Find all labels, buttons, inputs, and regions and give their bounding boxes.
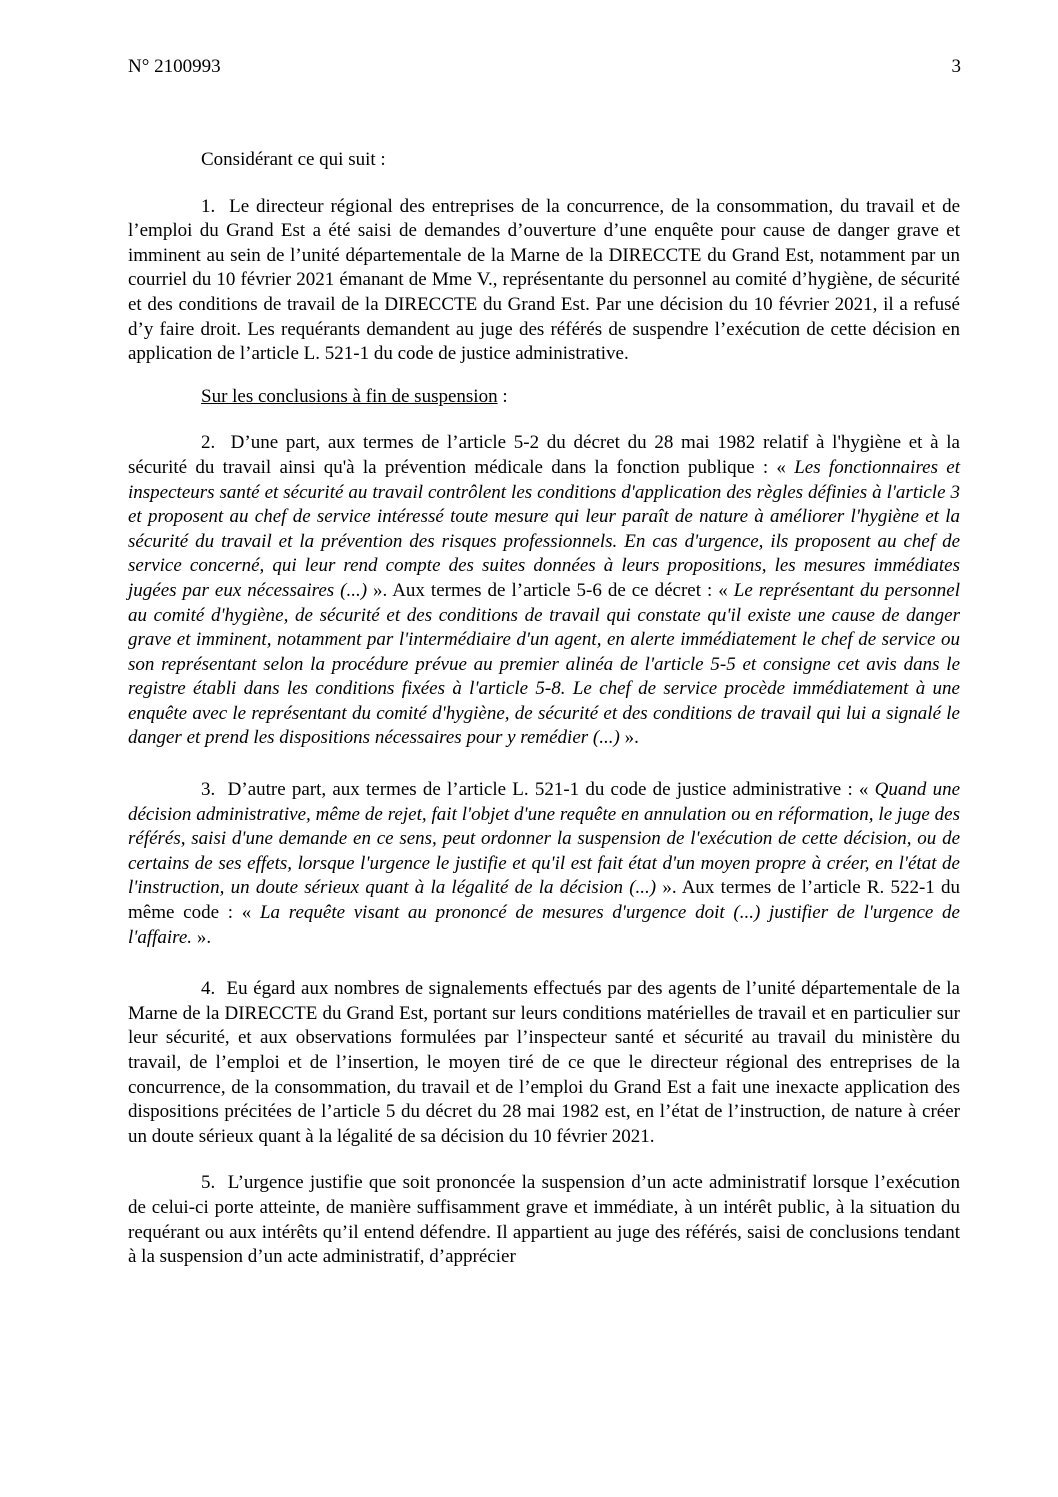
paragraph-2-text-3: ». xyxy=(619,727,639,749)
paragraph-2-text-1: D’une part, aux termes de l’article 5-2 du décret du 28 mai 1982 relatif à l'hygiène et à la sécurité du travail ainsi qu'à la prévention médicale dans la fonction publique : « xyxy=(128,432,960,478)
paragraph-3-quote-1: Quand une décision administrative, même de rejet, fait l'objet d'une requête en annulation ou en réformation, le juge des référés, saisi d'une demande en ce sens, peut ordonner la suspension de l'exécution de cette décision, ou de certains de ses effets, lorsque l'urgence le justifie et qu'il est fait état d'un moyen propre à créer, en l'état de l'instruction, un doute sérieux quant à la légalité de la décision (...) xyxy=(128,779,960,899)
section-heading xyxy=(128,385,960,410)
document-body xyxy=(128,148,960,1270)
paragraph-1 xyxy=(128,195,960,367)
section-heading-text: Sur les conclusions à fin de suspension xyxy=(201,385,498,407)
paragraph-3-text-3: ». xyxy=(192,926,212,948)
paragraph-3-text-1: D’autre part, aux termes de l’article L. 521-1 du code de justice administrative : « xyxy=(227,779,875,801)
paragraph-2-quote-2: Le représentant du personnel au comité d'hygiène, de sécurité et des conditions de travail qui constate qu'il existe une cause de danger grave et imminent, notamment par l'intermédiaire d'un agent, en alerte immédiatement le chef de service ou son représentant selon la procédure prévue au premier alinéa de l'article 5-5 et consigne cet avis dans le registre établi dans les conditions fixées à l'article 5-8. Le chef de service procède immédiatement à une enquête avec le représentant du comité d'hygiène, de sécurité et des conditions de travail qui lui a signalé le danger et prend les dispositions nécessaires pour y remédier (...) xyxy=(128,579,960,749)
paragraph-3-number: 3. xyxy=(201,779,216,801)
paragraph-4 xyxy=(128,977,960,1149)
paragraph-1-number: 1. xyxy=(201,195,216,217)
paragraph-3-text-2: ». Aux termes de l’article R. 522-1 du même code : « xyxy=(128,877,960,924)
paragraph-5-text: L’urgence justifie que soit prononcée la suspension d’un acte administratif lorsque l’exécution de celui-ci porte atteinte, de manière suffisamment grave et immédiate, à un intérêt public, à la situation du requérant ou aux intérêts qu’il entend défendre. Il appartient au juge des référés, saisi de conclusions tendant à la suspension d’un acte administratif, d’apprécier xyxy=(128,1172,961,1268)
paragraph-2 xyxy=(128,431,960,751)
intro-line: Considérant ce qui suit : xyxy=(201,149,386,170)
paragraph-3-quote-2: La requête visant au prononcé de mesures d'urgence doit (...) justifier de l'urgence de l'affaire. xyxy=(128,902,960,948)
paragraph-2-text-2: ». Aux termes de l’article 5-6 de ce décret : « xyxy=(367,579,734,601)
paragraph-1-text: Le directeur régional des entreprises de la concurrence, de la consommation, du travail et de l’emploi du Grand Est a été saisi de demandes d’ouverture d’une enquête pour cause de danger grave et imminent au sein de l’unité départementale de la Marne de la DIRECCTE du Grand Est, notamment par un courriel du 10 février 2021 émanant de Mme V., représentante du personnel au comité d’hygiène, de sécurité et des conditions de travail de la DIRECCTE du Grand Est. Par une décision du 10 février 2021, il a refusé d’y faire droit. Les requérants demandent au juge des référés de suspendre l’exécution de cette décision en application de l’article L. 521-1 du code de justice administrative. xyxy=(128,195,961,365)
paragraph-3 xyxy=(128,778,960,950)
paragraph-2-number: 2. xyxy=(201,432,216,454)
paragraph-4-number: 4. xyxy=(201,978,216,1000)
paragraph-5 xyxy=(128,1171,960,1269)
paragraph-5-number: 5. xyxy=(201,1172,216,1194)
section-heading-suffix: : xyxy=(497,385,508,407)
paragraph-2-quote-1: Les fonctionnaires et inspecteurs santé et sécurité au travail contrôlent les conditions d'application des règles définies à l'article 3 et proposent au chef de service intéressé toute mesure qui leur paraît de nature à améliorer l'hygiène et la sécurité du travail et la prévention des risques professionnels. En cas d'urgence, ils proposent au chef de service concerné, qui leur rend compte des suites données à leurs propositions, les mesures immédiates jugées par eux nécessaires (...) xyxy=(128,456,960,601)
paragraph-4-text: Eu égard aux nombres de signalements effectués par des agents de l’unité départementale de la Marne de la DIRECCTE du Grand Est, portant sur leurs conditions matérielles de travail et en particulier sur leur sécurité, et aux observations formulées par l’inspecteur santé et sécurité au travail du ministère du travail, de l’emploi et de l’insertion, le moyen tiré de ce que le directeur régional des entreprises de la concurrence, de la consommation, du travail et de l’emploi du Grand Est a fait une inexacte application des dispositions précitées de l’article 5 du décret du 28 mai 1982 est, en l’état de l’instruction, de nature à créer un doute sérieux quant à la légalité de sa décision du 10 février 2021. xyxy=(128,978,960,1147)
case-number: N° 2100993 xyxy=(128,56,221,77)
page-number: 3 xyxy=(951,56,961,77)
